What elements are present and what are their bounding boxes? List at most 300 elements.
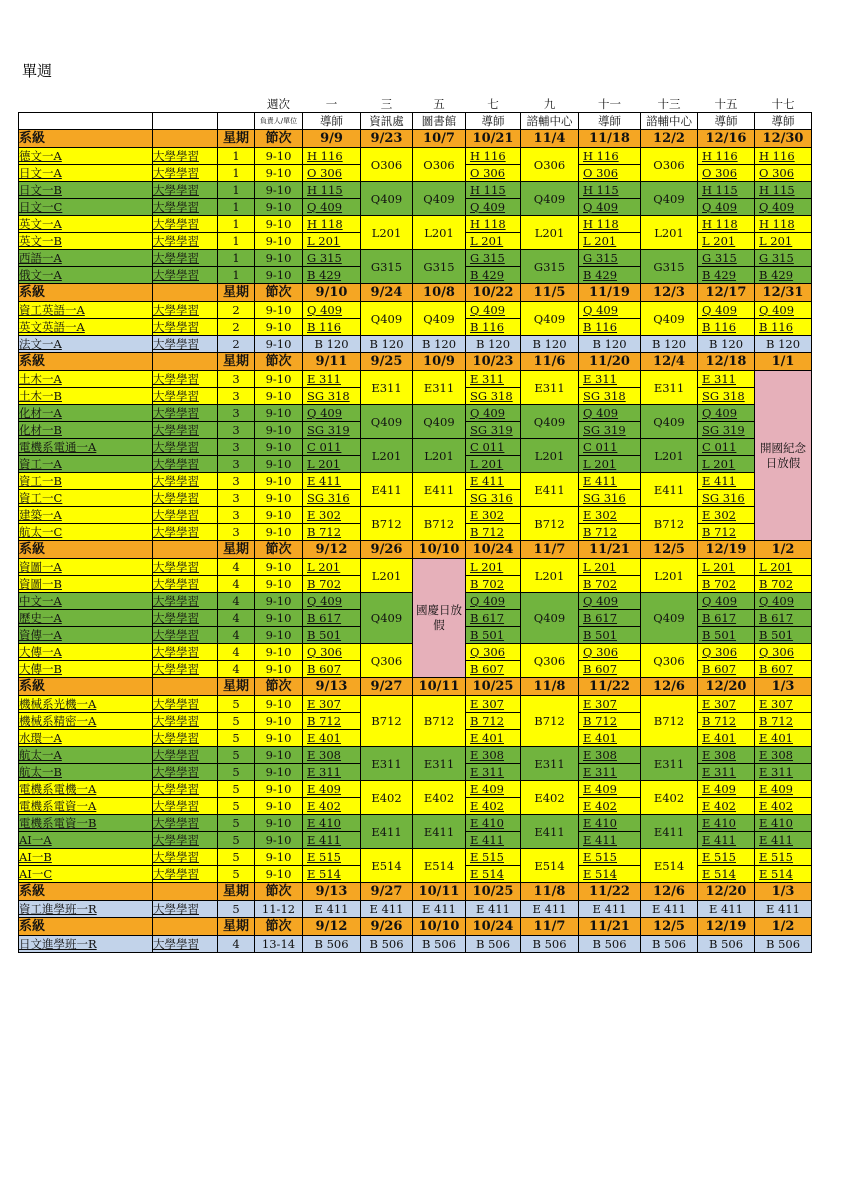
room-cell: E 411 (466, 832, 521, 849)
room-cell: Q409 (521, 302, 579, 336)
period: 9-10 (255, 610, 303, 627)
room-cell: B 116 (303, 319, 361, 336)
room-cell: B 120 (641, 336, 698, 353)
course-type: 大學學習 (153, 336, 218, 353)
room-cell: B 712 (303, 713, 361, 730)
room-cell: Q409 (361, 182, 413, 216)
room-cell: B 617 (755, 610, 812, 627)
room-cell: B 429 (579, 267, 641, 284)
responsible-row (19, 113, 812, 130)
section-date: 9/27 (361, 883, 413, 901)
course-type: 大學學習 (153, 798, 218, 815)
room-cell: E311 (641, 747, 698, 781)
section-day-label: 星期 (218, 353, 255, 371)
section-date: 12/20 (698, 883, 755, 901)
section-date: 9/13 (303, 678, 361, 696)
room-cell: E514 (641, 849, 698, 883)
room-cell: B 116 (698, 319, 755, 336)
course-type: 大學學習 (153, 781, 218, 798)
room-cell: E 409 (755, 781, 812, 798)
room-cell: SG 316 (466, 490, 521, 507)
room-cell: E 409 (466, 781, 521, 798)
room-cell: Q 409 (755, 302, 812, 319)
section-date: 12/19 (698, 918, 755, 936)
room-cell: B 501 (303, 627, 361, 644)
room-cell: SG 319 (579, 422, 641, 439)
dept-name: 航太一A (19, 747, 153, 764)
section-date: 10/7 (413, 130, 466, 148)
dept-name: 歷史一A (19, 610, 153, 627)
section-date: 11/8 (521, 678, 579, 696)
room-cell: Q 409 (698, 405, 755, 422)
room-cell: H 115 (579, 182, 641, 199)
dept-name: 資工一A (19, 456, 153, 473)
room-cell: B 506 (466, 936, 521, 953)
room-cell: Q 409 (698, 593, 755, 610)
room-cell: E 410 (579, 815, 641, 832)
section-date: 10/24 (466, 541, 521, 559)
period: 9-10 (255, 233, 303, 250)
room-cell: E 411 (303, 473, 361, 490)
period: 9-10 (255, 644, 303, 661)
dept-name: 德文一A (19, 148, 153, 165)
room-cell: H 115 (466, 182, 521, 199)
course-type: 大學學習 (153, 815, 218, 832)
dept-name: 資傳一A (19, 627, 153, 644)
room-cell: Q 409 (303, 593, 361, 610)
room-cell: L201 (521, 216, 579, 250)
course-type: 大學學習 (153, 182, 218, 199)
weekday: 3 (218, 388, 255, 405)
room-cell: H 115 (698, 182, 755, 199)
room-cell: E 411 (413, 901, 466, 918)
section-header (19, 130, 812, 148)
section-date: 11/21 (579, 918, 641, 936)
weekday: 4 (218, 627, 255, 644)
room-cell: E 411 (466, 901, 521, 918)
room-cell: B 506 (698, 936, 755, 953)
weekday: 1 (218, 182, 255, 199)
course-type: 大學學習 (153, 371, 218, 388)
blank-cell (19, 113, 153, 130)
room-cell: B 607 (303, 661, 361, 678)
course-type: 大學學習 (153, 696, 218, 713)
section-date: 12/31 (755, 284, 812, 302)
course-type: 大學學習 (153, 199, 218, 216)
room-cell: O306 (361, 148, 413, 182)
room-cell: E 302 (466, 507, 521, 524)
room-cell: Q409 (521, 405, 579, 439)
period: 13-14 (255, 936, 303, 953)
weekday: 5 (218, 764, 255, 781)
room-cell: E 401 (466, 730, 521, 747)
room-cell: L201 (361, 216, 413, 250)
room-cell: E 515 (698, 849, 755, 866)
room-cell: E402 (413, 781, 466, 815)
section-date: 10/9 (413, 353, 466, 371)
section-date: 9/13 (303, 883, 361, 901)
room-cell: L201 (521, 559, 579, 593)
period: 9-10 (255, 576, 303, 593)
section-date: 12/3 (641, 284, 698, 302)
schedule-table (18, 96, 812, 953)
room-cell: B 617 (466, 610, 521, 627)
period: 9-10 (255, 832, 303, 849)
weekday: 4 (218, 661, 255, 678)
room-cell: O 306 (466, 165, 521, 182)
course-type: 大學學習 (153, 559, 218, 576)
period: 11-12 (255, 901, 303, 918)
period: 9-10 (255, 336, 303, 353)
room-cell: E311 (361, 371, 413, 405)
page-title: 單週 (22, 62, 53, 80)
room-cell: E 409 (579, 781, 641, 798)
room-cell: Q 409 (466, 405, 521, 422)
room-cell: L 201 (698, 233, 755, 250)
dept-name: 日文一A (19, 165, 153, 182)
room-cell: Q 306 (303, 644, 361, 661)
week-number: 一 (303, 96, 361, 113)
room-cell: E 308 (579, 747, 641, 764)
course-type: 大學學習 (153, 832, 218, 849)
room-cell: Q 409 (466, 302, 521, 319)
section-blank (153, 541, 218, 559)
section-date: 12/4 (641, 353, 698, 371)
section-date: 9/12 (303, 918, 361, 936)
room-cell: H 118 (698, 216, 755, 233)
section-date: 10/25 (466, 678, 521, 696)
room-cell: E 402 (579, 798, 641, 815)
section-date: 11/5 (521, 284, 579, 302)
period: 9-10 (255, 747, 303, 764)
blank-cell (218, 113, 255, 130)
holiday-national-day: 國慶日放假 (413, 559, 466, 678)
room-cell: B 429 (755, 267, 812, 284)
section-date: 11/4 (521, 130, 579, 148)
course-type: 大學學習 (153, 439, 218, 456)
weekday: 3 (218, 422, 255, 439)
room-cell: Q 409 (755, 199, 812, 216)
dept-name: 英文英語一A (19, 319, 153, 336)
course-type: 大學學習 (153, 524, 218, 541)
course-type: 大學學習 (153, 627, 218, 644)
period: 9-10 (255, 250, 303, 267)
dept-name: 日文一B (19, 182, 153, 199)
room-cell: Q 409 (303, 405, 361, 422)
room-cell: L201 (361, 439, 413, 473)
room-cell: E 311 (698, 371, 755, 388)
room-cell: E 410 (303, 815, 361, 832)
course-type: 大學學習 (153, 901, 218, 918)
room-cell: Q409 (641, 302, 698, 336)
room-cell: E 311 (579, 371, 641, 388)
section-date: 10/11 (413, 678, 466, 696)
weekday: 3 (218, 456, 255, 473)
weekday: 3 (218, 490, 255, 507)
section-date: 11/8 (521, 883, 579, 901)
room-cell: E311 (413, 747, 466, 781)
section-dept-label: 系級 (19, 130, 153, 148)
room-cell: B 702 (698, 576, 755, 593)
room-cell: B 120 (755, 336, 812, 353)
section-date: 12/18 (698, 353, 755, 371)
weekday: 3 (218, 439, 255, 456)
course-type: 大學學習 (153, 267, 218, 284)
room-cell: E 411 (361, 901, 413, 918)
room-cell: Q306 (521, 644, 579, 678)
period: 9-10 (255, 473, 303, 490)
section-period-label: 節次 (255, 130, 303, 148)
room-cell: SG 318 (698, 388, 755, 405)
room-cell: E 311 (466, 371, 521, 388)
room-cell: L201 (641, 439, 698, 473)
section-date: 10/22 (466, 284, 521, 302)
table-row (19, 696, 812, 713)
room-cell: E 409 (303, 781, 361, 798)
course-type: 大學學習 (153, 849, 218, 866)
dept-name: 電機系電資一A (19, 798, 153, 815)
section-date: 12/5 (641, 541, 698, 559)
room-cell: B 712 (303, 524, 361, 541)
table-row (19, 473, 812, 490)
section-day-label: 星期 (218, 130, 255, 148)
table-row (19, 371, 812, 388)
section-day-label: 星期 (218, 678, 255, 696)
week-number: 五 (413, 96, 466, 113)
room-cell: Q 409 (466, 593, 521, 610)
week-label: 週次 (255, 96, 303, 113)
dept-name: 日文進學班一R (19, 936, 153, 953)
room-cell: B 120 (413, 336, 466, 353)
course-type: 大學學習 (153, 388, 218, 405)
course-type: 大學學習 (153, 866, 218, 883)
section-date: 11/18 (579, 130, 641, 148)
room-cell: B 702 (303, 576, 361, 593)
room-cell: L 201 (466, 559, 521, 576)
section-date: 12/6 (641, 678, 698, 696)
room-cell: E411 (521, 473, 579, 507)
course-type: 大學學習 (153, 764, 218, 781)
section-date: 12/19 (698, 541, 755, 559)
period: 9-10 (255, 524, 303, 541)
weekday: 5 (218, 713, 255, 730)
period: 9-10 (255, 165, 303, 182)
room-cell: B 120 (303, 336, 361, 353)
weekday: 1 (218, 165, 255, 182)
room-cell: B 607 (755, 661, 812, 678)
room-cell: H 118 (303, 216, 361, 233)
room-cell: B 607 (698, 661, 755, 678)
room-cell: E411 (641, 473, 698, 507)
dept-name: 航太一C (19, 524, 153, 541)
room-cell: E 410 (755, 815, 812, 832)
room-cell: G 315 (466, 250, 521, 267)
room-cell: L 201 (303, 559, 361, 576)
course-type: 大學學習 (153, 233, 218, 250)
room-cell: E 302 (579, 507, 641, 524)
room-cell: C 011 (303, 439, 361, 456)
section-date: 9/26 (361, 541, 413, 559)
responsible-unit: 諮輔中心 (641, 113, 698, 130)
course-type: 大學學習 (153, 216, 218, 233)
weekday: 2 (218, 302, 255, 319)
room-cell: B 506 (755, 936, 812, 953)
room-cell: SG 319 (698, 422, 755, 439)
room-cell: C 011 (698, 439, 755, 456)
room-cell: Q409 (413, 302, 466, 336)
period: 9-10 (255, 849, 303, 866)
room-cell: Q 409 (303, 302, 361, 319)
course-type: 大學學習 (153, 644, 218, 661)
period: 9-10 (255, 319, 303, 336)
table-row (19, 936, 812, 953)
room-cell: H 118 (579, 216, 641, 233)
room-cell: E311 (361, 747, 413, 781)
room-cell: E 311 (303, 371, 361, 388)
course-type: 大學學習 (153, 507, 218, 524)
room-cell: B 501 (466, 627, 521, 644)
room-cell: E 514 (466, 866, 521, 883)
table-row (19, 559, 812, 576)
weekday: 1 (218, 148, 255, 165)
room-cell: B 429 (466, 267, 521, 284)
room-cell: G 315 (579, 250, 641, 267)
section-date: 11/22 (579, 678, 641, 696)
room-cell: B 501 (698, 627, 755, 644)
dept-name: 英文一B (19, 233, 153, 250)
room-cell: E411 (361, 473, 413, 507)
room-cell: B 506 (413, 936, 466, 953)
room-cell: E 302 (303, 507, 361, 524)
weekday: 2 (218, 336, 255, 353)
dept-name: 電機系電機一A (19, 781, 153, 798)
weekday: 5 (218, 901, 255, 918)
room-cell: Q 409 (698, 199, 755, 216)
room-cell: H 116 (755, 148, 812, 165)
period: 9-10 (255, 148, 303, 165)
room-cell: E 411 (698, 473, 755, 490)
room-cell: G 315 (698, 250, 755, 267)
room-cell: H 115 (755, 182, 812, 199)
section-day-label: 星期 (218, 883, 255, 901)
room-cell: B712 (641, 696, 698, 747)
course-type: 大學學習 (153, 165, 218, 182)
section-date: 10/25 (466, 883, 521, 901)
table-row (19, 781, 812, 798)
room-cell: E514 (413, 849, 466, 883)
section-date: 9/12 (303, 541, 361, 559)
room-cell: H 116 (303, 148, 361, 165)
room-cell: E 308 (466, 747, 521, 764)
period: 9-10 (255, 302, 303, 319)
section-day-label: 星期 (218, 541, 255, 559)
period: 9-10 (255, 696, 303, 713)
section-date: 1/3 (755, 883, 812, 901)
room-cell: B 429 (698, 267, 755, 284)
course-type: 大學學習 (153, 319, 218, 336)
room-cell: E 401 (579, 730, 641, 747)
room-cell: L 201 (466, 233, 521, 250)
section-day-label: 星期 (218, 284, 255, 302)
room-cell: E 308 (755, 747, 812, 764)
dept-name: 俄文一A (19, 267, 153, 284)
section-period-label: 節次 (255, 541, 303, 559)
section-date: 11/19 (579, 284, 641, 302)
dept-name: 機械系精密一A (19, 713, 153, 730)
room-cell: E 515 (755, 849, 812, 866)
room-cell: L 201 (303, 456, 361, 473)
room-cell: E 402 (303, 798, 361, 815)
room-cell: H 116 (698, 148, 755, 165)
week-number: 七 (466, 96, 521, 113)
room-cell: H 116 (579, 148, 641, 165)
room-cell: B712 (413, 696, 466, 747)
room-cell: B 617 (303, 610, 361, 627)
period: 9-10 (255, 627, 303, 644)
room-cell: E 307 (755, 696, 812, 713)
weekday: 5 (218, 696, 255, 713)
section-date: 10/24 (466, 918, 521, 936)
responsible-unit: 導師 (698, 113, 755, 130)
room-cell: O306 (521, 148, 579, 182)
room-cell: G315 (641, 250, 698, 284)
room-cell: E 411 (579, 901, 641, 918)
room-cell: E411 (521, 815, 579, 849)
weekday: 5 (218, 849, 255, 866)
room-cell: L 201 (698, 559, 755, 576)
section-date: 12/6 (641, 883, 698, 901)
room-cell: E 311 (466, 764, 521, 781)
room-cell: Q 409 (466, 199, 521, 216)
room-cell: E 411 (698, 832, 755, 849)
room-cell: Q306 (361, 644, 413, 678)
room-cell: E 411 (303, 832, 361, 849)
course-type: 大學學習 (153, 576, 218, 593)
room-cell: O306 (641, 148, 698, 182)
period: 9-10 (255, 216, 303, 233)
responsible-unit: 導師 (755, 113, 812, 130)
dept-name: 機械系光機一A (19, 696, 153, 713)
section-dept-label: 系級 (19, 678, 153, 696)
room-cell: L 201 (303, 233, 361, 250)
section-date: 10/23 (466, 353, 521, 371)
section-date: 11/7 (521, 541, 579, 559)
room-cell: Q409 (641, 593, 698, 644)
room-cell: E311 (413, 371, 466, 405)
room-cell: E 411 (521, 901, 579, 918)
dept-name: 電機系電通一A (19, 439, 153, 456)
section-header (19, 284, 812, 302)
room-cell: E 307 (303, 696, 361, 713)
room-cell: H 115 (303, 182, 361, 199)
room-cell: E 515 (466, 849, 521, 866)
room-cell: B 617 (579, 610, 641, 627)
section-date: 11/21 (579, 541, 641, 559)
period: 9-10 (255, 388, 303, 405)
section-blank (153, 130, 218, 148)
room-cell: E 515 (579, 849, 641, 866)
period: 9-10 (255, 781, 303, 798)
room-cell: E 411 (579, 832, 641, 849)
room-cell: E411 (641, 815, 698, 849)
section-date: 10/10 (413, 918, 466, 936)
dept-name: AI一B (19, 849, 153, 866)
room-cell: SG 319 (466, 422, 521, 439)
room-cell: Q 306 (466, 644, 521, 661)
room-cell: B712 (521, 507, 579, 541)
room-cell: E411 (413, 473, 466, 507)
section-date: 9/24 (361, 284, 413, 302)
